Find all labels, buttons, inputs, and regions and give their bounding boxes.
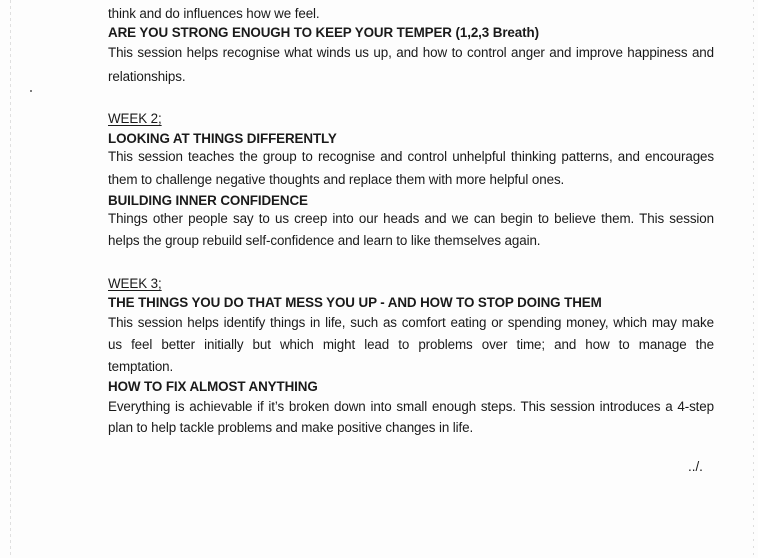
- body-text-line: helps the group rebuild self-confidence and learn to like themselves again.: [108, 233, 541, 248]
- body-text-line: plan to help tackle problems and make positive changes in life.: [108, 420, 474, 435]
- body-text-line: think and do influences how we feel.: [108, 6, 320, 21]
- session-heading-temper: ARE YOU STRONG ENOUGH TO KEEP YOUR TEMPER (1,2,3 Breath): [108, 25, 539, 40]
- week-heading-3: WEEK 3;: [108, 276, 162, 291]
- continuation-mark: ../.: [688, 459, 703, 474]
- session-heading-looking: LOOKING AT THINGS DIFFERENTLY: [108, 131, 337, 146]
- body-text-line: This session teaches the group to recognise and control unhelpful thinking patterns, and encourages: [108, 149, 714, 164]
- page-left-edge: [10, 0, 11, 558]
- week-heading-2: WEEK 2;: [108, 111, 162, 126]
- session-heading-fix: HOW TO FIX ALMOST ANYTHING: [108, 379, 318, 394]
- body-text-line: This session helps recognise what winds us up, and how to control anger and improve happiness and: [108, 45, 714, 60]
- body-text-line: Things other people say to us creep into our heads and we can begin to believe them. This session: [108, 211, 714, 226]
- body-text-line: temptation.: [108, 359, 174, 374]
- scan-speck: [30, 90, 32, 92]
- page-right-edge: [753, 0, 754, 558]
- body-text-line: us feel better initially but which might lead to problems over time; and how to manage the: [108, 337, 714, 352]
- body-text-line: relationships.: [108, 69, 186, 84]
- body-text-line: them to challenge negative thoughts and replace them with more helpful ones.: [108, 172, 565, 187]
- body-text-line: This session helps identify things in life, such as comfort eating or spending money, which may make: [108, 315, 714, 330]
- session-heading-confidence: BUILDING INNER CONFIDENCE: [108, 193, 308, 208]
- session-heading-mess: THE THINGS YOU DO THAT MESS YOU UP - AND HOW TO STOP DOING THEM: [108, 295, 602, 310]
- body-text-line: Everything is achievable if it’s broken down into small enough steps. This session introduces a 4-step: [108, 399, 714, 414]
